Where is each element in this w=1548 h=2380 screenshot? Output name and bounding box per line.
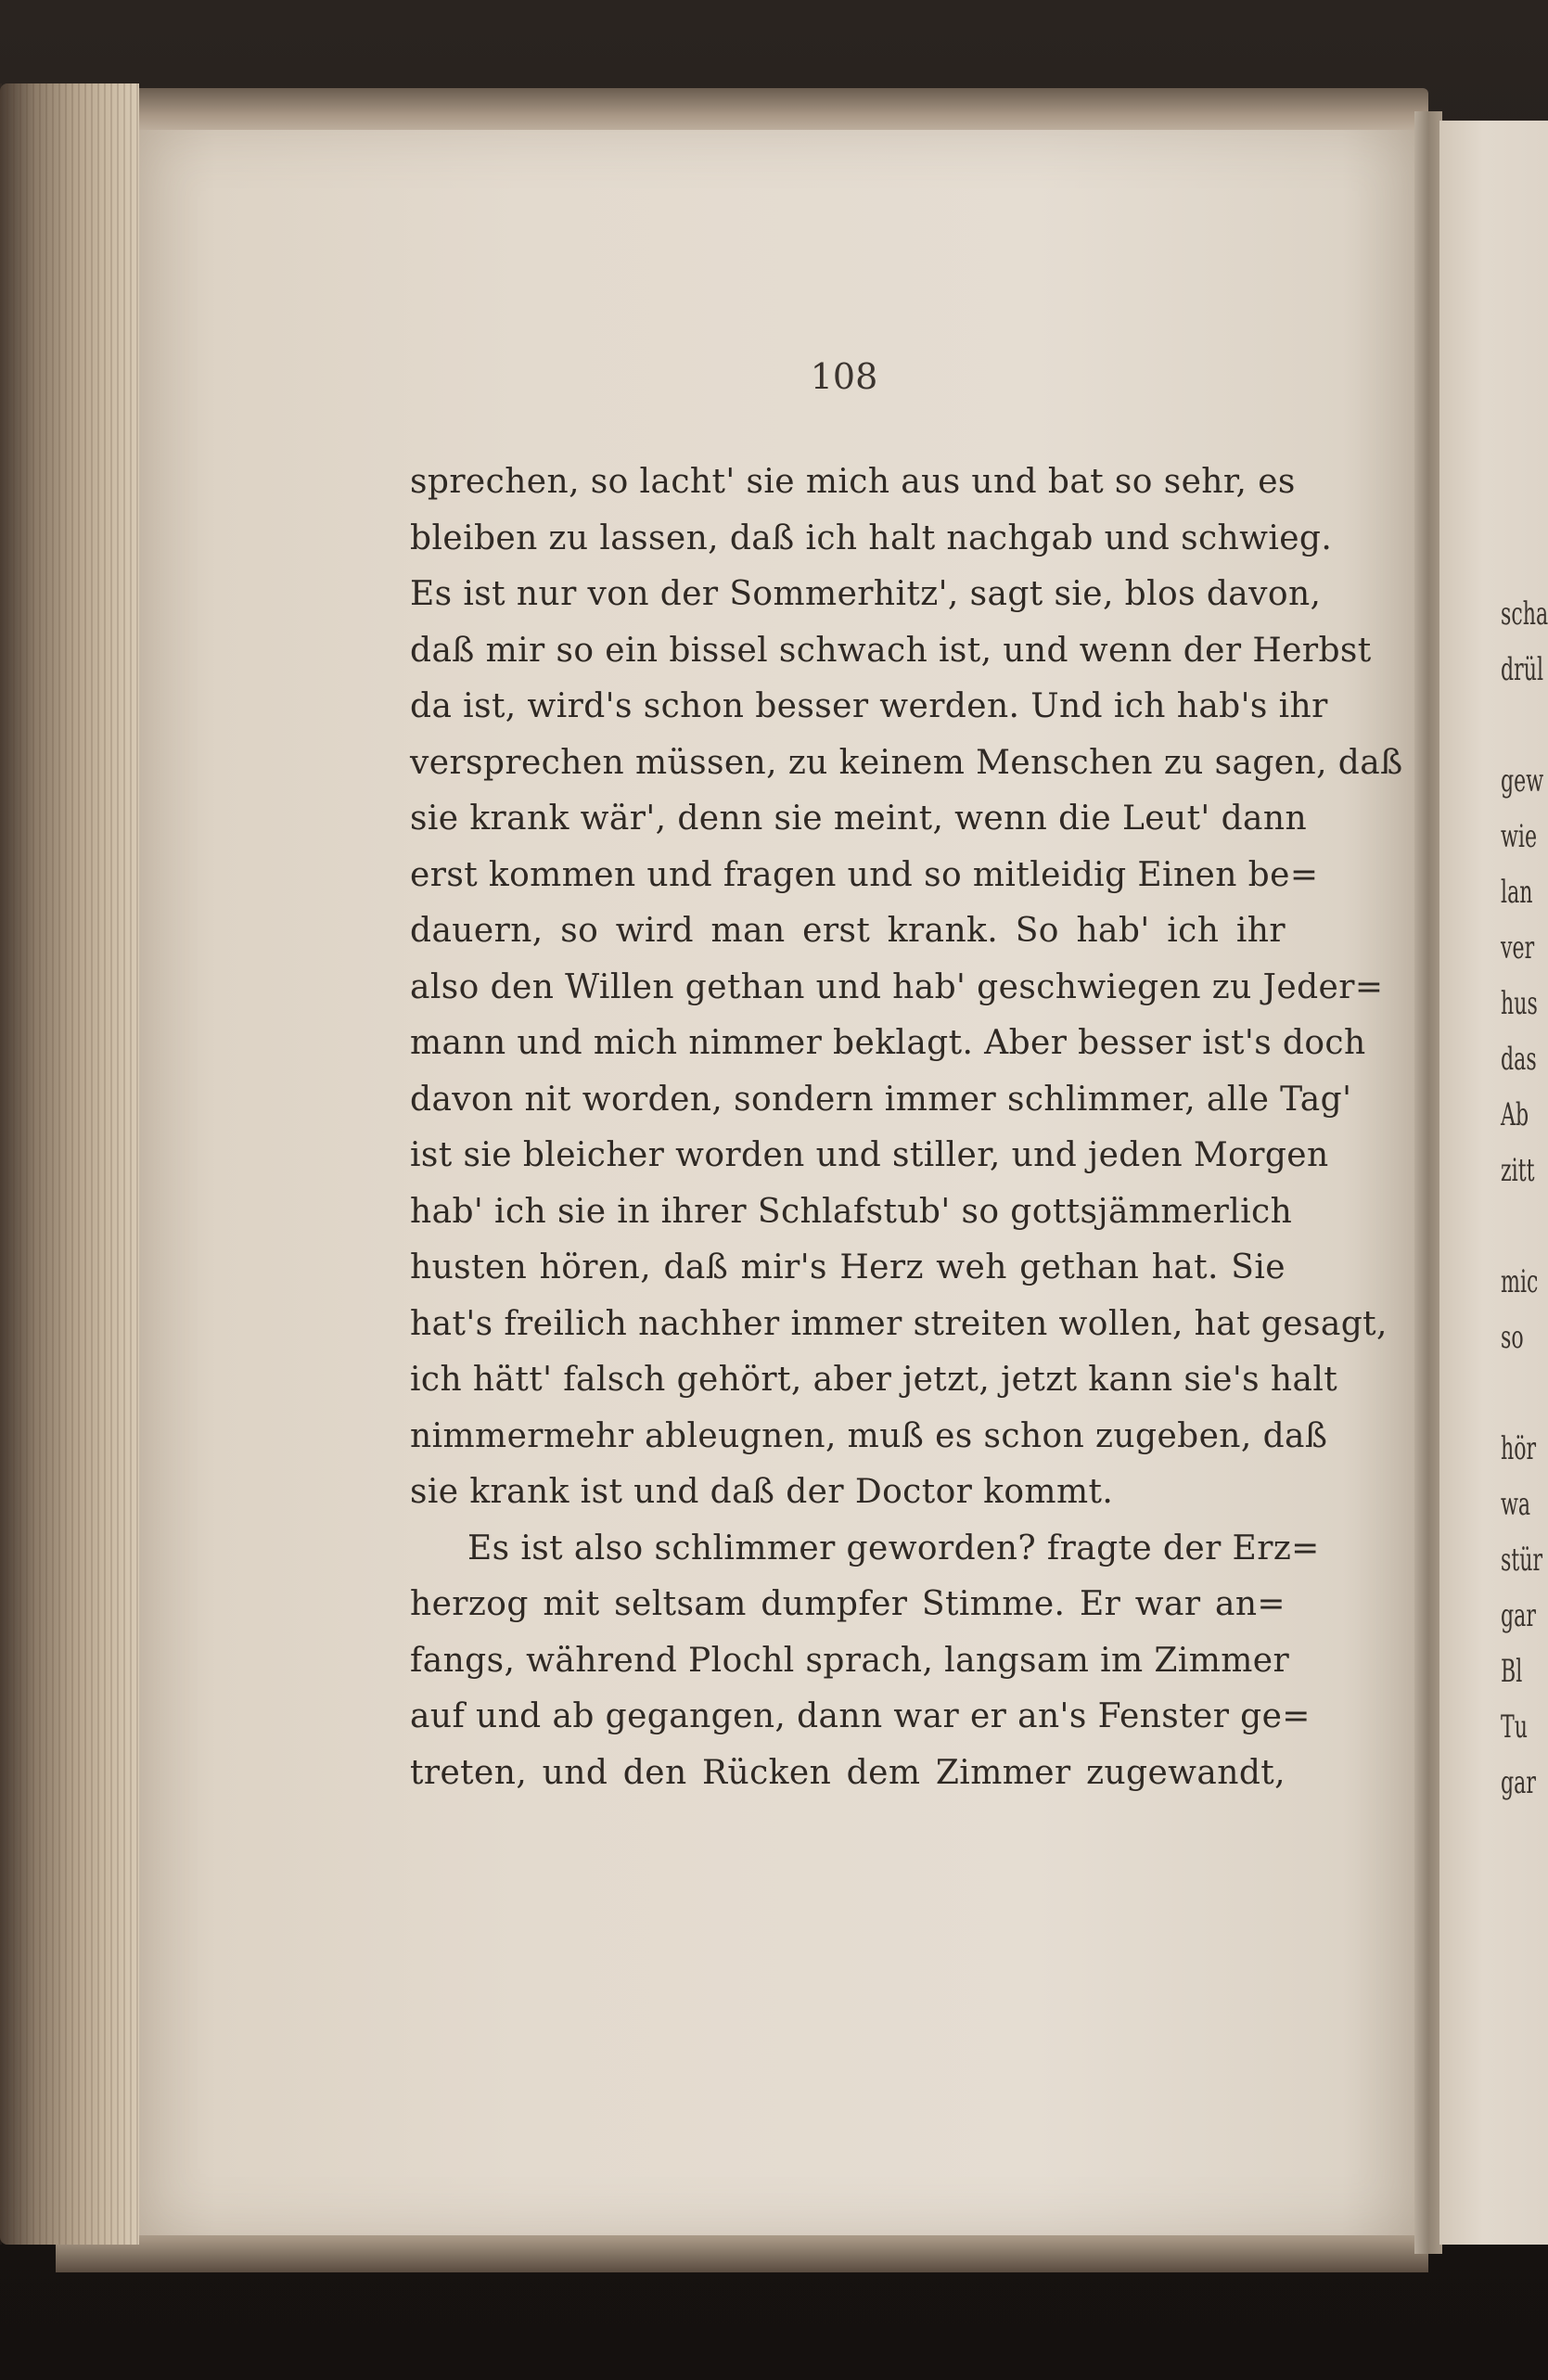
text-line: versprechen müssen, zu keinem Menschen zu sagen, daß	[410, 743, 1403, 782]
text-line: hab' ich sie in ihrer Schlafstub' so gottsjämmerlich	[410, 1192, 1293, 1231]
text-line: husten hören, daß mir's Herz weh gethan hat. Sie	[410, 1248, 1286, 1286]
facing-page-fragment: gar	[1501, 1597, 1536, 1634]
text-line: herzog mit seltsam dumpfer Stimme. Er war an=	[410, 1585, 1286, 1623]
facing-page-fragment: hör	[1501, 1430, 1537, 1467]
text-line: dauern, so wird man erst krank. So hab' ich ihr	[410, 912, 1286, 950]
text-line: hat's freilich nachher immer streiten wollen, hat gesagt,	[410, 1304, 1388, 1343]
page-number: 108	[810, 356, 878, 397]
text-line: also den Willen gethan und hab' geschwiegen zu Jeder=	[410, 967, 1384, 1006]
body-text	[410, 454, 1403, 1801]
book-page-stack-edge	[0, 83, 139, 2245]
text-line: Es ist nur von der Sommerhitz', sagt sie, blos davon,	[410, 575, 1322, 613]
facing-page-fragment: so	[1501, 1319, 1524, 1356]
text-line: mann und mich nimmer beklagt. Aber besser ist's doch	[410, 1024, 1366, 1062]
facing-page-fragment: gar	[1501, 1764, 1536, 1801]
text-line: sprechen, so lacht' sie mich aus und bat so sehr, es	[410, 463, 1296, 501]
facing-page-fragment: das	[1501, 1041, 1537, 1078]
text-line: erst kommen und fragen und so mitleidig Einen be=	[410, 855, 1319, 894]
facing-page-fragment: scha	[1501, 595, 1548, 633]
facing-page-sliver	[1439, 121, 1548, 2245]
facing-page-fragment: mic	[1501, 1263, 1539, 1300]
text-line: ich hätt' falsch gehört, aber jetzt, jetzt kann sie's halt	[410, 1361, 1338, 1399]
text-line: ist sie bleicher worden und stiller, und jeden Morgen	[410, 1136, 1329, 1174]
facing-page-fragment: wie	[1501, 818, 1538, 855]
facing-page-fragment: zitt	[1501, 1152, 1535, 1189]
text-line: da ist, wird's schon besser werden. Und ich hab's ihr	[410, 687, 1328, 725]
text-line: daß mir so ein bissel schwach ist, und wenn der Herbst	[410, 631, 1372, 670]
text-line: fangs, während Plochl sprach, langsam im Zimmer	[410, 1641, 1290, 1680]
facing-page-fragment: hus	[1501, 985, 1538, 1022]
facing-page-fragment: Bl	[1501, 1653, 1523, 1690]
text-line: davon nit worden, sondern immer schlimmer, alle Tag'	[410, 1080, 1352, 1119]
paragraph-end-line: sie krank ist und daß der Doctor kommt.	[410, 1473, 1114, 1511]
facing-page-fragment: drül	[1501, 651, 1544, 688]
facing-page-fragment: Ab	[1501, 1096, 1529, 1133]
book-gutter	[1414, 111, 1442, 2254]
facing-page-fragment: lan	[1501, 874, 1533, 911]
paragraph-start-line: Es ist also schlimmer geworden? fragte der Erz=	[467, 1529, 1320, 1567]
text-line: treten, und den Rücken dem Zimmer zugewandt,	[410, 1753, 1286, 1792]
text-line: bleiben zu lassen, daß ich halt nachgab und schwieg.	[410, 518, 1333, 557]
facing-page-fragment: gew	[1501, 762, 1544, 800]
facing-page-fragment: stür	[1501, 1542, 1543, 1579]
facing-page-fragment: wa	[1501, 1486, 1531, 1523]
text-line: sie krank wär', denn sie meint, wenn die Leut' dann	[410, 800, 1308, 838]
text-line: nimmermehr ableugnen, muß es schon zugeben, daß	[410, 1416, 1328, 1455]
facing-page-fragment: Tu	[1501, 1708, 1528, 1746]
text-line: auf und ab gegangen, dann war er an's Fenster ge=	[410, 1697, 1311, 1735]
facing-page-fragment: ver	[1501, 929, 1535, 966]
